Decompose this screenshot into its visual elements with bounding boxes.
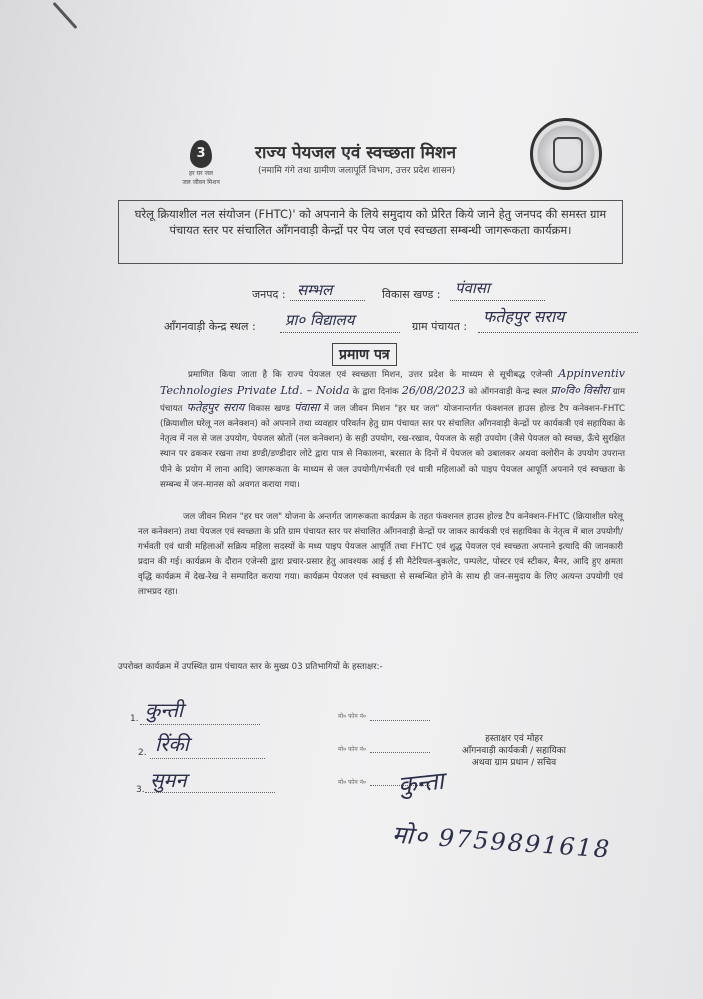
pen-mark (53, 2, 78, 29)
mobile-number: मो० 9759891618 (391, 820, 613, 864)
center-label: आँगनवाड़ी केन्द्र स्थल : (164, 320, 256, 333)
mission-subtitle: (नमामि गंगे तथा ग्रामीण जलापूर्ति विभाग, उत्तर प्रदेश शासन) (258, 166, 456, 176)
authority-block: हस्ताक्षर एवं मोहर आँगनवाड़ी कार्यकत्री / सहायिका अथवा ग्राम प्रधान / सचिव (462, 734, 567, 768)
village-name: विसौरा (583, 384, 610, 398)
certificate-title: प्रमाण पत्र (332, 343, 397, 366)
up-government-seal-icon (530, 118, 602, 190)
program-title-box: घरेलू क्रियाशील नल संयोजन (FHTC)' को अपनाने के लिये समुदाय को प्रेरित किये जाने हेतु जनपद की समस्त ग्राम पंचायत स्तर पर संचालित आँगनवाड़ी केन्द्रों पर पेय जल एवं स्वच्छता सम्बन्धी जागरूकता कार्यक्रम। (118, 200, 623, 264)
mission-title: राज्य पेयजल एवं स्वच्छता मिशन (255, 143, 457, 163)
block-value: पंवासा (455, 279, 490, 297)
logo-caption-2: जल जीवन मिशन (182, 179, 220, 186)
panchayat-label: ग्राम पंचायत : (412, 320, 468, 333)
signature-3: सुमन (150, 768, 187, 792)
panchayat-value: फतेहपुर सराय (483, 307, 565, 326)
certificate-paragraph-1: प्रमाणित किया जाता है कि राज्य पेयजल एवं स्वच्छता मिशन, उत्तर प्रदेश के माध्यम से सूचीबद्ध एजेन्सी Appinventiv Technologies Private Ltd. – Noida के द्वारा दिनांक 26/08/2023 को ऑगनवाड़ी केन्द्र स्थल प्रा०वि० विसौरा ग्राम पंचायत फतेहपुर सराय विकास खण्ड पंवासा में जल जीवन मिशन "हर घर जल" योजनान्तर्गत फंक्शनल हाउस होल्ड टैप कनेक्शन-FHTC (क्रियाशील घरेलू नल कनेक्शन) को अपनाने तथा व्यवहार परिवर्तन हेतु ग्राम पंचायत स्तर पर संचालित आँगनवाड़ी केन्द्रों पर कार्यकत्री एवं सहायिका के नेतृत्व में नल से जल उपयोग, पेयजल स्रोतों (नल कनेक्शन) के सही उपयोग, रख-रखाव, पेयजल के सही उपयोग (जैसे पेयजल को स्वच्छ, ऊँचे सुरक्षित स्थान पर ढककर रखना तथा डण्डी/डण्डीदार लोटे द्वारा पात्र से निकालना, बरसात के दिनों में पेयजल को उबालकर अथवा क्लोरीन के उपयोग उपरान्त पीने के प्रयोग में लाना आदि) जागरूकता के माध्यम से जल उपयोगी/गर्भवती एवं धात्री महिलाओं को पाइप पेयजल आपूर्ति अपनाने एवं स्वच्छता के सम्बन्ध में जन-मानस को अवगत कराया गया। (160, 367, 626, 490)
certificate-paragraph-2: जल जीवन मिशन "हर घर जल" योजना के अन्तर्गत जागरूकता कार्यक्रम के तहत फंक्शनल हाउस होल्ड टैप कनेक्शन-FHTC (क्रियाशील घरेलू नल कनेक्शन) तथा पेयजल एवं स्वच्छता के प्रति ग्राम पंचायत स्तर पर संचालित आँगनवाड़ी केन्द्रों पर जाकर कार्यकत्री एवं सहायिका के नेतृत्व में बाल उपयोगी/गर्भवती एवं धात्री महिलाओं सक्रिय महिला सदस्यों के मध्य पाइप पेयजल आपूर्ति तथा FHTC एवं शुद्ध पेयजल एवं स्वच्छता अपनाने इत्यादि की जानकारी प्रदान की गई। कार्यक्रम के दौरान एजेन्सी द्वारा प्रचार-प्रसार हेतु आवश्यक आई ई सी मैटेरियल-बुकलेट, पम्पलेट, पोस्टर एवं स्टीकर, बैनर, आदि हुए क्षमता वृद्धि कार्यक्रम में देख-रेख ने सम्पादित कराया गया। कार्यक्रम पेयजल एवं स्वच्छता से सम्बन्धित होने के साथ ही जन-समुदाय के लिए अत्यन्त उपयोगी एवं लाभप्रद रहा। (138, 512, 623, 598)
janpad-value: सम्भल (297, 281, 333, 299)
jal-jeevan-logo (178, 140, 224, 186)
center-value: प्रा० विद्यालय (285, 311, 355, 329)
anganwadi-signature: कुन्ता (396, 766, 446, 800)
water-drop-icon: 3 (190, 140, 212, 168)
signature-2: रिंकी (155, 732, 189, 756)
janpad-label: जनपद : (252, 288, 286, 301)
document-page: 3 हर घर जल जल जीवन मिशन राज्य पेयजल एवं स्वच्छता मिशन (नमामि गंगे तथा ग्रामीण जलापूर्ति विभाग, उत्तर प्रदेश शासन) घरेलू क्रियाशील नल संयोजन (FHTC)' को अपनाने के लिये समुदाय को प्रेरित किये जाने हेतु जनपद की समस्त ग्राम पंचायत स्तर पर संचालित आँगनवाड़ी केन्द्रों पर पेय जल एवं स्वच्छता सम्बन्धी जागरूकता कार्यक्रम। जनपद : सम्भल विकास खण्ड : पंवासा आँगनवाड़ी केन्द्र स्थल : प्रा० विद्यालय ग्राम पंचायत : फतेहपुर सराय प्रमाण पत्र प्रमाणित किया जाता है कि राज्य पेयजल एवं स्वच्छता मिशन, उत्तर प्रदेश के माध्यम से सूचीबद्ध एजेन्सी Appinventiv Technologies Private Ltd. – Noida के द्वारा दिनांक 26/08/2023 को ऑगनवाड़ी केन्द्र स्थल प्रा०वि० विसौरा ग्राम पंचायत फतेहपुर सराय विकास खण्ड पंवासा में जल जीवन मिशन "हर घर जल" योजनान्तर्गत फंक्शनल हाउस होल्ड टैप कनेक्शन-FHTC (क्रियाशील घरेलू नल कनेक्शन) को अपनाने तथा व्यवहार परिवर्तन हेतु ग्राम पंचायत स्तर पर संचालित आँगनवाड़ी केन्द्रों पर कार्यकत्री एवं सहायिका के नेतृत्व में नल से जल उपयोग, पेयजल स्रोतों (नल कनेक्शन) के सही उपयोग, रख-रखाव, पेयजल के सही उपयोग (जैसे पेयजल को स्वच्छ, ऊँचे सुरक्षित स्थान पर ढककर रखना तथा डण्डी/डण्डीदार लोटे द्वारा पात्र से निकालना, बरसात के दिनों में पेयजल को उबालकर अथवा क्लोरीन के उपयोग उपरान्त पीने के प्रयोग में लाना आदि) जागरूकता के माध्यम से जल उपयोगी/गर्भवती एवं धात्री महिलाओं को पाइप पेयजल आपूर्ति अपनाने एवं स्वच्छता के सम्बन्ध में जन-मानस को अवगत कराया गया। जल जीवन मिशन "हर घर जल" योजना के अन्तर्गत जागरूकता कार्यक्रम के तहत फंक्शनल हाउस होल्ड टैप कनेक्शन-FHTC (क्रियाशील घरेलू नल कनेक्शन) तथा पेयजल एवं स्वच्छता के प्रति ग्राम पंचायत स्तर पर संचालित आँगनवाड़ी केन्द्रों पर जाकर कार्यकत्री एवं सहायिका के नेतृत्व में बाल उपयोगी/गर्भवती एवं धात्री महिलाओं सक्रिय महिला सदस्यों के मध्य पाइप पेयजल आपूर्ति तथा FHTC एवं शुद्ध पेयजल एवं स्वच्छता अपनाने इत्यादि की जानकारी प्रदान की गई। कार्यक्रम के दौरान एजेन्सी द्वारा प्रचार-प्रसार हेतु आवश्यक आई ई सी मैटेरियल-बुकलेट, पम्पलेट, पोस्टर एवं स्टीकर, बैनर, आदि हुए क्षमता वृद्धि कार्यक्रम में देख-रेख ने सम्पादित कराया गया। कार्यक्रम पेयजल एवं स्वच्छता से सम्बन्धित होने के साथ ही जन-समुदाय के लिए अत्यन्त उपयोगी एवं लाभप्रद रहा। उपरोक्त कार्यक्रम में उपस्थित ग्राम पंचायत स्तर के मुख्य 03 प्रतिभागियों के हस्ताक्षर:- 1. कुन्ती मो० फोन नं० 2. रिंकी मो० फोन नं० 3. सुमन मो० फोन नं० हस्ताक्षर एवं मोहर आँगनवाड़ी कार्यकत्री / सहायिका अथवा ग्राम प्रधान / सचिव कुन्ता मो० 9759891618 (0, 0, 703, 999)
agency-name: Appinventiv Technologies Private Ltd. – Noida (160, 367, 626, 398)
block-label: विकास खण्ड : (382, 288, 441, 301)
signatories-intro: उपरोक्त कार्यक्रम में उपस्थित ग्राम पंचायत स्तर के मुख्य 03 प्रतिभागियों के हस्ताक्षर:- (118, 662, 383, 672)
program-date: 26/08/2023 (401, 384, 466, 398)
signature-1: कुन्ती (145, 698, 184, 722)
logo-caption: हर घर जल (189, 170, 213, 177)
